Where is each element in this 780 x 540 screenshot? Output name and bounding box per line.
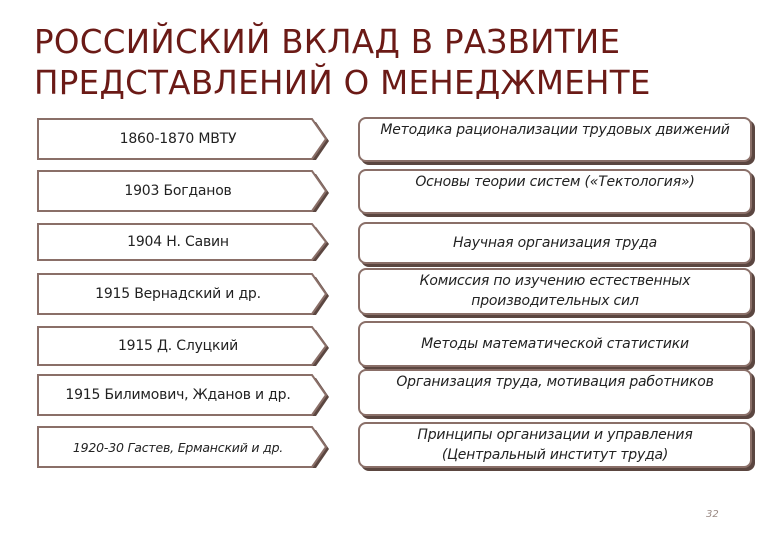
slide-title-line-2: ПРЕДСТАВЛЕНИЙ О МЕНЕДЖМЕНТЕ (34, 64, 651, 102)
page-number: 32 (706, 509, 719, 520)
period-arrow (36, 169, 332, 213)
period-arrow (36, 117, 332, 161)
period-label: 1920-30 Гастев, Ерманский и др. (72, 439, 284, 455)
contribution-box: Методика рационализации трудовых движений (358, 117, 752, 162)
contribution-box: Методы математической статистики (358, 321, 752, 367)
contribution-box: Принципы организации и управления (Центральный институт труда) (358, 422, 752, 468)
period-label: 1904 Н. Савин (127, 234, 229, 250)
contribution-box: Основы теории систем («Тектология») (358, 169, 752, 214)
period-label: 1915 Билимович, Жданов и др. (65, 387, 291, 403)
period-arrow (36, 425, 332, 469)
contribution-box: Комиссия по изучению естественных производительных сил (358, 268, 752, 315)
contribution-box: Организация труда, мотивация работников (358, 369, 752, 416)
period-label: 1860-1870 МВТУ (119, 131, 237, 147)
contribution-box: Научная организация труда (358, 222, 752, 264)
period-label: 1903 Богданов (124, 183, 232, 199)
period-label: 1915 Вернадский и др. (95, 286, 261, 302)
period-label: 1915 Д. Слуцкий (117, 338, 239, 354)
period-arrow (36, 272, 332, 316)
slide-title-line-1: РОССИЙСКИЙ ВКЛАД В РАЗВИТИЕ (34, 23, 621, 61)
period-arrow (36, 222, 332, 262)
period-arrow (36, 325, 332, 367)
period-arrow (36, 373, 332, 417)
